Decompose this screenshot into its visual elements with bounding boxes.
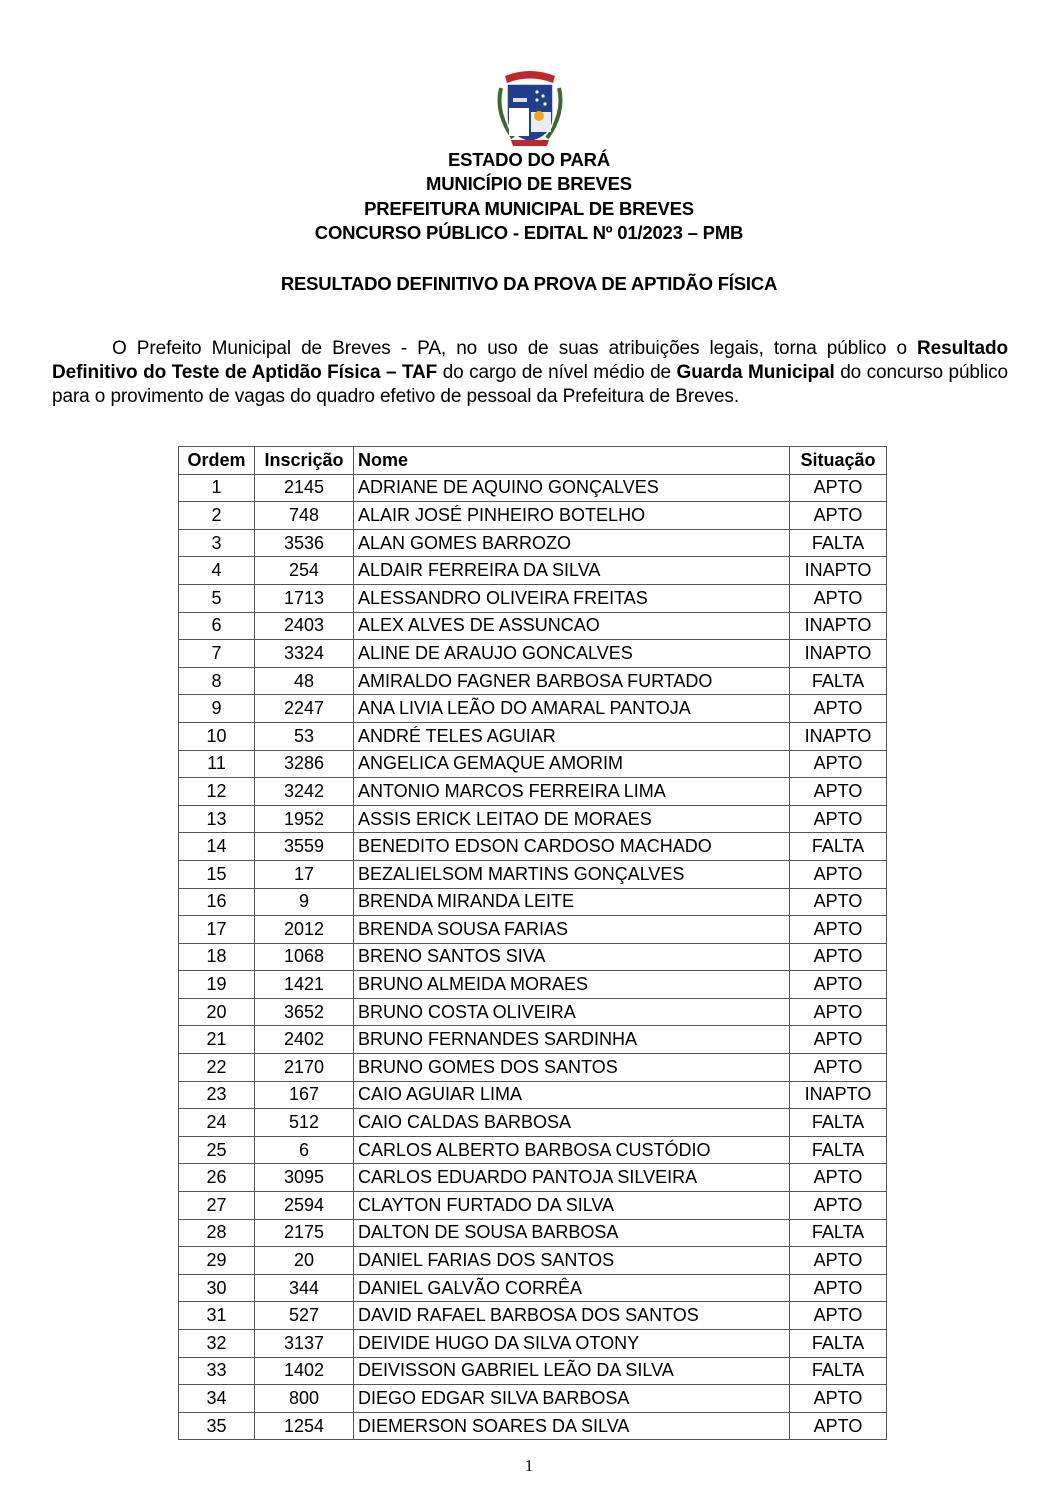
- cell-inscricao: 3324: [255, 640, 354, 668]
- cell-inscricao: 2402: [255, 1026, 354, 1054]
- cell-ordem: 20: [179, 998, 255, 1026]
- cell-ordem: 7: [179, 640, 255, 668]
- page-number: 1: [524, 1456, 534, 1475]
- cell-situacao: APTO: [790, 1192, 887, 1220]
- cell-situacao: APTO: [790, 584, 887, 612]
- cell-situacao: FALTA: [790, 529, 887, 557]
- table-row: [179, 1385, 887, 1413]
- cell-inscricao: 254: [255, 557, 354, 585]
- cell-ordem: 4: [179, 557, 255, 585]
- cell-situacao: FALTA: [790, 833, 887, 861]
- cell-situacao: FALTA: [790, 1219, 887, 1247]
- cell-ordem: 19: [179, 971, 255, 999]
- intro-text-1: O Prefeito Municipal de Breves - PA, no uso de suas atribuições legais, torna público o: [112, 338, 918, 359]
- cell-situacao: INAPTO: [790, 1081, 887, 1109]
- cell-inscricao: 48: [255, 667, 354, 695]
- cell-inscricao: 1421: [255, 971, 354, 999]
- cell-situacao: APTO: [790, 1274, 887, 1302]
- cell-nome: BEZALIELSOM MARTINS GONÇALVES: [354, 860, 790, 888]
- cell-situacao: INAPTO: [790, 722, 887, 750]
- cell-ordem: 15: [179, 860, 255, 888]
- cell-nome: ALDAIR FERREIRA DA SILVA: [354, 557, 790, 585]
- cell-ordem: 3: [179, 529, 255, 557]
- cell-inscricao: 2247: [255, 695, 354, 723]
- cell-inscricao: 1068: [255, 943, 354, 971]
- table-row: [179, 1302, 887, 1330]
- table-row: [179, 667, 887, 695]
- table-row: [179, 557, 887, 585]
- cell-inscricao: 3137: [255, 1330, 354, 1358]
- cell-nome: CARLOS EDUARDO PANTOJA SILVEIRA: [354, 1164, 790, 1192]
- cell-situacao: APTO: [790, 750, 887, 778]
- cell-nome: CLAYTON FURTADO DA SILVA: [354, 1192, 790, 1220]
- cell-nome: DANIEL FARIAS DOS SANTOS: [354, 1247, 790, 1275]
- cell-ordem: 1: [179, 474, 255, 502]
- cell-ordem: 30: [179, 1274, 255, 1302]
- cell-nome: ALEX ALVES DE ASSUNCAO: [354, 612, 790, 640]
- results-table: [178, 446, 887, 1440]
- cell-nome: BRUNO GOMES DOS SANTOS: [354, 1054, 790, 1082]
- cell-nome: DAVID RAFAEL BARBOSA DOS SANTOS: [354, 1302, 790, 1330]
- table-row: [179, 1054, 887, 1082]
- cell-nome: ALINE DE ARAUJO GONCALVES: [354, 640, 790, 668]
- cell-ordem: 21: [179, 1026, 255, 1054]
- intro-bold-1: Resultado Definitivo do Teste de Aptidão Física – TAF: [52, 338, 1008, 383]
- table-row: [179, 584, 887, 612]
- cell-situacao: INAPTO: [790, 557, 887, 585]
- cell-ordem: 35: [179, 1412, 255, 1440]
- cell-nome: DIEGO EDGAR SILVA BARBOSA: [354, 1385, 790, 1413]
- cell-inscricao: 3095: [255, 1164, 354, 1192]
- cell-ordem: 27: [179, 1192, 255, 1220]
- cell-inscricao: 1402: [255, 1357, 354, 1385]
- coat-of-arms-icon: [493, 68, 567, 148]
- cell-ordem: 12: [179, 778, 255, 806]
- cell-nome: BRENO SANTOS SIVA: [354, 943, 790, 971]
- cell-ordem: 32: [179, 1330, 255, 1358]
- cell-inscricao: 17: [255, 860, 354, 888]
- cell-inscricao: 2175: [255, 1219, 354, 1247]
- cell-inscricao: 1713: [255, 584, 354, 612]
- cell-ordem: 5: [179, 584, 255, 612]
- cell-inscricao: 2170: [255, 1054, 354, 1082]
- cell-ordem: 22: [179, 1054, 255, 1082]
- cell-ordem: 2: [179, 502, 255, 530]
- cell-ordem: 10: [179, 722, 255, 750]
- cell-inscricao: 2403: [255, 612, 354, 640]
- cell-situacao: APTO: [790, 860, 887, 888]
- cell-situacao: APTO: [790, 916, 887, 944]
- cell-ordem: 33: [179, 1357, 255, 1385]
- cell-ordem: 6: [179, 612, 255, 640]
- cell-nome: ANGELICA GEMAQUE AMORIM: [354, 750, 790, 778]
- cell-inscricao: 9: [255, 888, 354, 916]
- state-heading: ESTADO DO PARÁ: [448, 149, 610, 170]
- cell-nome: BRUNO COSTA OLIVEIRA: [354, 998, 790, 1026]
- cell-situacao: APTO: [790, 1247, 887, 1275]
- cell-nome: ANA LIVIA LEÃO DO AMARAL PANTOJA: [354, 695, 790, 723]
- cell-ordem: 17: [179, 916, 255, 944]
- column-header-situacao: Situação: [790, 447, 887, 475]
- cell-nome: BRENDA SOUSA FARIAS: [354, 916, 790, 944]
- edital-heading: CONCURSO PÚBLICO - EDITAL Nº 01/2023 – PMB: [314, 222, 744, 243]
- cell-nome: ASSIS ERICK LEITAO DE MORAES: [354, 805, 790, 833]
- cell-nome: BRUNO FERNANDES SARDINHA: [354, 1026, 790, 1054]
- column-header-nome: Nome: [354, 447, 790, 475]
- cell-situacao: APTO: [790, 1164, 887, 1192]
- cell-nome: DALTON DE SOUSA BARBOSA: [354, 1219, 790, 1247]
- table-row: [179, 1026, 887, 1054]
- table-row: [179, 750, 887, 778]
- cell-inscricao: 527: [255, 1302, 354, 1330]
- table-row: [179, 971, 887, 999]
- cell-situacao: INAPTO: [790, 612, 887, 640]
- cell-situacao: FALTA: [790, 667, 887, 695]
- table-row: [179, 943, 887, 971]
- table-row: [179, 1164, 887, 1192]
- table-row: [179, 778, 887, 806]
- table-row: [179, 1330, 887, 1358]
- cell-inscricao: 512: [255, 1109, 354, 1137]
- cell-situacao: APTO: [790, 1412, 887, 1440]
- cell-nome: CARLOS ALBERTO BARBOSA CUSTÓDIO: [354, 1136, 790, 1164]
- cell-nome: AMIRALDO FAGNER BARBOSA FURTADO: [354, 667, 790, 695]
- cell-ordem: 34: [179, 1385, 255, 1413]
- cell-inscricao: 2594: [255, 1192, 354, 1220]
- cell-nome: DIEMERSON SOARES DA SILVA: [354, 1412, 790, 1440]
- cell-inscricao: 6: [255, 1136, 354, 1164]
- column-header-ordem: Ordem: [179, 447, 255, 475]
- table-header-row: [179, 447, 887, 475]
- cell-situacao: APTO: [790, 474, 887, 502]
- cell-ordem: 25: [179, 1136, 255, 1164]
- table-row: [179, 1192, 887, 1220]
- city-hall-heading: PREFEITURA MUNICIPAL DE BREVES: [364, 198, 694, 219]
- cell-ordem: 24: [179, 1109, 255, 1137]
- cell-ordem: 9: [179, 695, 255, 723]
- table-row: [179, 1247, 887, 1275]
- cell-ordem: 31: [179, 1302, 255, 1330]
- cell-situacao: INAPTO: [790, 640, 887, 668]
- cell-ordem: 14: [179, 833, 255, 861]
- cell-situacao: FALTA: [790, 1136, 887, 1164]
- cell-inscricao: 53: [255, 722, 354, 750]
- cell-nome: ANTONIO MARCOS FERREIRA LIMA: [354, 778, 790, 806]
- table-row: [179, 860, 887, 888]
- cell-nome: ALESSANDRO OLIVEIRA FREITAS: [354, 584, 790, 612]
- cell-nome: ADRIANE DE AQUINO GONÇALVES: [354, 474, 790, 502]
- cell-situacao: APTO: [790, 971, 887, 999]
- table-row: [179, 722, 887, 750]
- cell-nome: DEIVIDE HUGO DA SILVA OTONY: [354, 1330, 790, 1358]
- cell-inscricao: 3652: [255, 998, 354, 1026]
- cell-situacao: FALTA: [790, 1109, 887, 1137]
- cell-ordem: 29: [179, 1247, 255, 1275]
- table-row: [179, 695, 887, 723]
- table-row: [179, 640, 887, 668]
- cell-situacao: APTO: [790, 1385, 887, 1413]
- cell-nome: DEIVISSON GABRIEL LEÃO DA SILVA: [354, 1357, 790, 1385]
- cell-inscricao: 748: [255, 502, 354, 530]
- cell-situacao: APTO: [790, 1026, 887, 1054]
- intro-text-3: do concurso público para o provimento de vagas do quadro efetivo de pessoal da Prefeitura de Breves.: [52, 362, 1008, 407]
- cell-situacao: APTO: [790, 805, 887, 833]
- cell-ordem: 28: [179, 1219, 255, 1247]
- cell-inscricao: 167: [255, 1081, 354, 1109]
- cell-inscricao: 800: [255, 1385, 354, 1413]
- cell-nome: ANDRÉ TELES AGUIAR: [354, 722, 790, 750]
- cell-nome: BRENDA MIRANDA LEITE: [354, 888, 790, 916]
- table-row: [179, 805, 887, 833]
- cell-nome: ALAN GOMES BARROZO: [354, 529, 790, 557]
- cell-inscricao: 3536: [255, 529, 354, 557]
- intro-paragraph: [52, 337, 1008, 409]
- document-title: RESULTADO DEFINITIVO DA PROVA DE APTIDÃO FÍSICA: [280, 273, 778, 294]
- table-row: [179, 474, 887, 502]
- cell-ordem: 18: [179, 943, 255, 971]
- cell-inscricao: 3286: [255, 750, 354, 778]
- cell-inscricao: 1254: [255, 1412, 354, 1440]
- cell-inscricao: 20: [255, 1247, 354, 1275]
- cell-nome: CAIO CALDAS BARBOSA: [354, 1109, 790, 1137]
- cell-ordem: 16: [179, 888, 255, 916]
- intro-text-2: do cargo de nível médio de: [437, 362, 677, 383]
- table-row: [179, 916, 887, 944]
- cell-nome: DANIEL GALVÃO CORRÊA: [354, 1274, 790, 1302]
- cell-situacao: APTO: [790, 695, 887, 723]
- table-body: [179, 474, 887, 1440]
- cell-ordem: 11: [179, 750, 255, 778]
- table-row: [179, 833, 887, 861]
- cell-ordem: 8: [179, 667, 255, 695]
- cell-situacao: APTO: [790, 1054, 887, 1082]
- table-row: [179, 612, 887, 640]
- cell-inscricao: 3559: [255, 833, 354, 861]
- cell-situacao: APTO: [790, 998, 887, 1026]
- cell-nome: ALAIR JOSÉ PINHEIRO BOTELHO: [354, 502, 790, 530]
- cell-situacao: APTO: [790, 943, 887, 971]
- cell-inscricao: 2012: [255, 916, 354, 944]
- cell-nome: BRUNO ALMEIDA MORAES: [354, 971, 790, 999]
- table-row: [179, 1136, 887, 1164]
- municipality-heading: MUNICÍPIO DE BREVES: [426, 173, 632, 194]
- cell-nome: BENEDITO EDSON CARDOSO MACHADO: [354, 833, 790, 861]
- table-row: [179, 502, 887, 530]
- cell-ordem: 26: [179, 1164, 255, 1192]
- cell-situacao: APTO: [790, 1302, 887, 1330]
- table-row: [179, 1274, 887, 1302]
- table-row: [179, 1081, 887, 1109]
- cell-ordem: 13: [179, 805, 255, 833]
- cell-inscricao: 2145: [255, 474, 354, 502]
- table-row: [179, 1109, 887, 1137]
- cell-inscricao: 3242: [255, 778, 354, 806]
- cell-situacao: APTO: [790, 502, 887, 530]
- cell-situacao: APTO: [790, 888, 887, 916]
- column-header-inscricao: Inscrição: [255, 447, 354, 475]
- table-row: [179, 1219, 887, 1247]
- cell-nome: CAIO AGUIAR LIMA: [354, 1081, 790, 1109]
- cell-inscricao: 344: [255, 1274, 354, 1302]
- cell-situacao: FALTA: [790, 1330, 887, 1358]
- table-row: [179, 1357, 887, 1385]
- cell-inscricao: 1952: [255, 805, 354, 833]
- cell-ordem: 23: [179, 1081, 255, 1109]
- table-row: [179, 529, 887, 557]
- table-row: [179, 1412, 887, 1440]
- table-row: [179, 998, 887, 1026]
- cell-situacao: FALTA: [790, 1357, 887, 1385]
- intro-bold-2: Guarda Municipal: [676, 362, 835, 383]
- table-row: [179, 888, 887, 916]
- cell-situacao: APTO: [790, 778, 887, 806]
